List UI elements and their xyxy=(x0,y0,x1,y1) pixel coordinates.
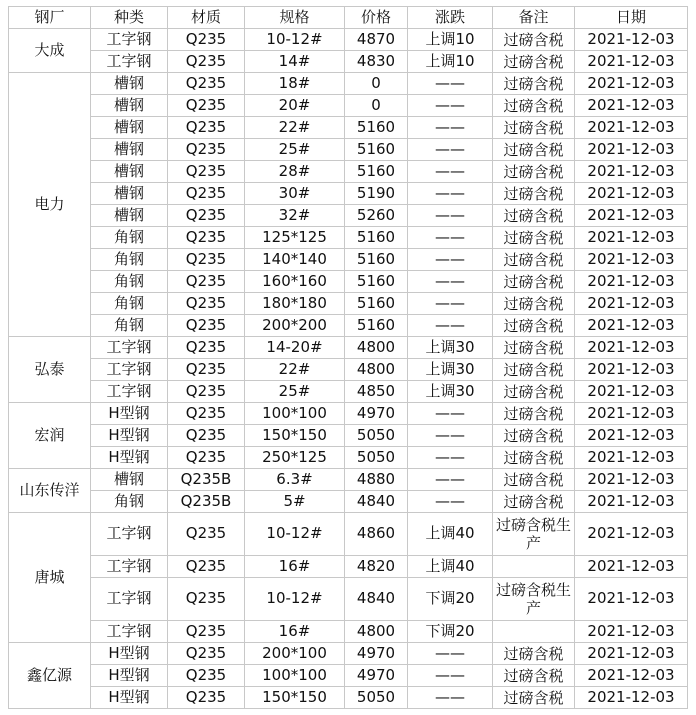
remark-cell: 过磅含税 xyxy=(493,95,575,117)
type-cell: H型钢 xyxy=(91,403,168,425)
material-cell: Q235 xyxy=(168,161,245,183)
table-row xyxy=(9,469,688,491)
remark-cell: 过磅含税 xyxy=(493,249,575,271)
spec-cell: 250*125 xyxy=(245,447,345,469)
date-cell: 2021-12-03 xyxy=(575,205,688,227)
price-cell: 4850 xyxy=(345,381,408,403)
change-cell: —— xyxy=(408,183,493,205)
date-cell: 2021-12-03 xyxy=(575,621,688,643)
spec-cell: 25# xyxy=(245,381,345,403)
date-cell: 2021-12-03 xyxy=(575,51,688,73)
type-cell: 槽钢 xyxy=(91,161,168,183)
spec-cell: 22# xyxy=(245,117,345,139)
spec-cell: 10-12# xyxy=(245,29,345,51)
change-cell: —— xyxy=(408,403,493,425)
type-cell: 槽钢 xyxy=(91,183,168,205)
table-row xyxy=(9,665,688,687)
remark-cell: 过磅含税 xyxy=(493,447,575,469)
material-cell: Q235 xyxy=(168,249,245,271)
date-cell: 2021-12-03 xyxy=(575,227,688,249)
remark-cell: 过磅含税 xyxy=(493,227,575,249)
spec-cell: 25# xyxy=(245,139,345,161)
material-cell: Q235 xyxy=(168,381,245,403)
header-cell: 备注 xyxy=(493,7,575,29)
remark-cell: 过磅含税 xyxy=(493,337,575,359)
type-cell: H型钢 xyxy=(91,447,168,469)
date-cell: 2021-12-03 xyxy=(575,643,688,665)
price-cell: 5160 xyxy=(345,161,408,183)
header-cell: 日期 xyxy=(575,7,688,29)
remark-cell xyxy=(493,556,575,578)
table-row xyxy=(9,95,688,117)
table-row xyxy=(9,447,688,469)
type-cell: 工字钢 xyxy=(91,337,168,359)
date-cell: 2021-12-03 xyxy=(575,425,688,447)
type-cell: 槽钢 xyxy=(91,73,168,95)
date-cell: 2021-12-03 xyxy=(575,403,688,425)
date-cell: 2021-12-03 xyxy=(575,161,688,183)
price-cell: 4970 xyxy=(345,665,408,687)
type-cell: 槽钢 xyxy=(91,117,168,139)
price-cell: 5160 xyxy=(345,249,408,271)
spec-cell: 14# xyxy=(245,51,345,73)
date-cell: 2021-12-03 xyxy=(575,469,688,491)
price-cell: 4800 xyxy=(345,337,408,359)
spec-cell: 200*200 xyxy=(245,315,345,337)
date-cell: 2021-12-03 xyxy=(575,359,688,381)
remark-cell: 过磅含税 xyxy=(493,51,575,73)
remark-cell: 过磅含税 xyxy=(493,665,575,687)
change-cell: 上调10 xyxy=(408,29,493,51)
header-cell: 钢厂 xyxy=(9,7,91,29)
mill-cell: 大成 xyxy=(9,29,91,73)
date-cell: 2021-12-03 xyxy=(575,556,688,578)
table-row xyxy=(9,337,688,359)
table-row xyxy=(9,183,688,205)
remark-cell: 过磅含税 xyxy=(493,271,575,293)
material-cell: Q235 xyxy=(168,359,245,381)
change-cell: 上调30 xyxy=(408,381,493,403)
material-cell: Q235B xyxy=(168,491,245,513)
change-cell: —— xyxy=(408,469,493,491)
price-cell: 4880 xyxy=(345,469,408,491)
date-cell: 2021-12-03 xyxy=(575,447,688,469)
price-cell: 4800 xyxy=(345,359,408,381)
remark-cell: 过磅含税 xyxy=(493,117,575,139)
header-cell: 种类 xyxy=(91,7,168,29)
price-cell: 4970 xyxy=(345,643,408,665)
spec-cell: 5# xyxy=(245,491,345,513)
date-cell: 2021-12-03 xyxy=(575,271,688,293)
date-cell: 2021-12-03 xyxy=(575,513,688,556)
table-row xyxy=(9,513,688,556)
date-cell: 2021-12-03 xyxy=(575,337,688,359)
material-cell: Q235 xyxy=(168,513,245,556)
spec-cell: 100*100 xyxy=(245,665,345,687)
date-cell: 2021-12-03 xyxy=(575,687,688,709)
price-cell: 5160 xyxy=(345,271,408,293)
spec-cell: 22# xyxy=(245,359,345,381)
date-cell: 2021-12-03 xyxy=(575,117,688,139)
type-cell: 角钢 xyxy=(91,315,168,337)
price-cell: 5050 xyxy=(345,687,408,709)
change-cell: —— xyxy=(408,425,493,447)
steel-price-table xyxy=(8,6,688,709)
price-cell: 4820 xyxy=(345,556,408,578)
price-cell: 4870 xyxy=(345,29,408,51)
header-cell: 涨跌 xyxy=(408,7,493,29)
change-cell: 下调20 xyxy=(408,621,493,643)
remark-cell: 过磅含税 xyxy=(493,73,575,95)
price-cell: 4840 xyxy=(345,578,408,621)
header-cell: 规格 xyxy=(245,7,345,29)
type-cell: 角钢 xyxy=(91,491,168,513)
remark-cell: 过磅含税 xyxy=(493,29,575,51)
change-cell: —— xyxy=(408,271,493,293)
type-cell: 工字钢 xyxy=(91,359,168,381)
price-cell: 5160 xyxy=(345,293,408,315)
material-cell: Q235 xyxy=(168,403,245,425)
date-cell: 2021-12-03 xyxy=(575,293,688,315)
type-cell: H型钢 xyxy=(91,687,168,709)
change-cell: —— xyxy=(408,227,493,249)
change-cell: —— xyxy=(408,73,493,95)
material-cell: Q235 xyxy=(168,117,245,139)
spec-cell: 16# xyxy=(245,556,345,578)
type-cell: H型钢 xyxy=(91,425,168,447)
material-cell: Q235 xyxy=(168,95,245,117)
table-row xyxy=(9,249,688,271)
spec-cell: 30# xyxy=(245,183,345,205)
table-row xyxy=(9,205,688,227)
type-cell: H型钢 xyxy=(91,643,168,665)
material-cell: Q235 xyxy=(168,139,245,161)
table-row xyxy=(9,359,688,381)
spec-cell: 100*100 xyxy=(245,403,345,425)
type-cell: 角钢 xyxy=(91,249,168,271)
type-cell: 槽钢 xyxy=(91,139,168,161)
date-cell: 2021-12-03 xyxy=(575,315,688,337)
type-cell: 工字钢 xyxy=(91,578,168,621)
spec-cell: 6.3# xyxy=(245,469,345,491)
change-cell: 上调30 xyxy=(408,359,493,381)
remark-cell: 过磅含税 xyxy=(493,161,575,183)
change-cell: —— xyxy=(408,205,493,227)
change-cell: —— xyxy=(408,491,493,513)
remark-cell: 过磅含税生产 xyxy=(493,578,575,621)
date-cell: 2021-12-03 xyxy=(575,183,688,205)
remark-cell: 过磅含税 xyxy=(493,381,575,403)
material-cell: Q235 xyxy=(168,556,245,578)
table-row xyxy=(9,381,688,403)
change-cell: —— xyxy=(408,139,493,161)
material-cell: Q235 xyxy=(168,205,245,227)
date-cell: 2021-12-03 xyxy=(575,578,688,621)
mill-cell: 鑫亿源 xyxy=(9,643,91,709)
table-row xyxy=(9,643,688,665)
price-cell: 0 xyxy=(345,95,408,117)
change-cell: —— xyxy=(408,665,493,687)
date-cell: 2021-12-03 xyxy=(575,139,688,161)
price-cell: 5260 xyxy=(345,205,408,227)
table-row xyxy=(9,491,688,513)
price-cell: 4800 xyxy=(345,621,408,643)
remark-cell: 过磅含税 xyxy=(493,315,575,337)
spec-cell: 150*150 xyxy=(245,687,345,709)
change-cell: —— xyxy=(408,315,493,337)
material-cell: Q235B xyxy=(168,469,245,491)
date-cell: 2021-12-03 xyxy=(575,29,688,51)
type-cell: H型钢 xyxy=(91,665,168,687)
material-cell: Q235 xyxy=(168,315,245,337)
table-row xyxy=(9,403,688,425)
spec-cell: 28# xyxy=(245,161,345,183)
change-cell: 上调30 xyxy=(408,337,493,359)
remark-cell: 过磅含税 xyxy=(493,359,575,381)
spec-cell: 180*180 xyxy=(245,293,345,315)
table-row xyxy=(9,227,688,249)
table-row xyxy=(9,117,688,139)
price-cell: 5190 xyxy=(345,183,408,205)
material-cell: Q235 xyxy=(168,578,245,621)
table-row xyxy=(9,271,688,293)
material-cell: Q235 xyxy=(168,227,245,249)
spec-cell: 10-12# xyxy=(245,578,345,621)
date-cell: 2021-12-03 xyxy=(575,73,688,95)
table-row xyxy=(9,73,688,95)
type-cell: 工字钢 xyxy=(91,51,168,73)
table-row xyxy=(9,293,688,315)
table-row xyxy=(9,29,688,51)
remark-cell xyxy=(493,621,575,643)
remark-cell: 过磅含税 xyxy=(493,293,575,315)
date-cell: 2021-12-03 xyxy=(575,665,688,687)
material-cell: Q235 xyxy=(168,183,245,205)
type-cell: 工字钢 xyxy=(91,513,168,556)
material-cell: Q235 xyxy=(168,73,245,95)
mill-cell: 电力 xyxy=(9,73,91,337)
spec-cell: 160*160 xyxy=(245,271,345,293)
material-cell: Q235 xyxy=(168,271,245,293)
spec-cell: 125*125 xyxy=(245,227,345,249)
material-cell: Q235 xyxy=(168,337,245,359)
remark-cell: 过磅含税 xyxy=(493,643,575,665)
type-cell: 角钢 xyxy=(91,271,168,293)
date-cell: 2021-12-03 xyxy=(575,95,688,117)
change-cell: —— xyxy=(408,447,493,469)
spec-cell: 200*100 xyxy=(245,643,345,665)
type-cell: 角钢 xyxy=(91,293,168,315)
change-cell: 下调20 xyxy=(408,578,493,621)
material-cell: Q235 xyxy=(168,447,245,469)
price-cell: 5160 xyxy=(345,117,408,139)
table-row xyxy=(9,556,688,578)
material-cell: Q235 xyxy=(168,665,245,687)
type-cell: 槽钢 xyxy=(91,469,168,491)
remark-cell: 过磅含税 xyxy=(493,403,575,425)
change-cell: 上调40 xyxy=(408,556,493,578)
spec-cell: 10-12# xyxy=(245,513,345,556)
mill-cell: 山东传洋 xyxy=(9,469,91,513)
change-cell: 上调40 xyxy=(408,513,493,556)
price-cell: 4840 xyxy=(345,491,408,513)
remark-cell: 过磅含税 xyxy=(493,469,575,491)
change-cell: —— xyxy=(408,293,493,315)
table-row xyxy=(9,315,688,337)
price-cell: 4970 xyxy=(345,403,408,425)
change-cell: —— xyxy=(408,161,493,183)
material-cell: Q235 xyxy=(168,643,245,665)
spec-cell: 20# xyxy=(245,95,345,117)
date-cell: 2021-12-03 xyxy=(575,491,688,513)
price-cell: 5050 xyxy=(345,425,408,447)
price-cell: 4830 xyxy=(345,51,408,73)
table-row xyxy=(9,161,688,183)
price-cell: 5160 xyxy=(345,227,408,249)
spec-cell: 140*140 xyxy=(245,249,345,271)
mill-cell: 宏润 xyxy=(9,403,91,469)
header-cell: 材质 xyxy=(168,7,245,29)
change-cell: —— xyxy=(408,687,493,709)
spec-cell: 16# xyxy=(245,621,345,643)
material-cell: Q235 xyxy=(168,621,245,643)
remark-cell: 过磅含税 xyxy=(493,183,575,205)
header-cell: 价格 xyxy=(345,7,408,29)
change-cell: 上调10 xyxy=(408,51,493,73)
table-row xyxy=(9,578,688,621)
date-cell: 2021-12-03 xyxy=(575,381,688,403)
type-cell: 槽钢 xyxy=(91,205,168,227)
date-cell: 2021-12-03 xyxy=(575,249,688,271)
price-cell: 0 xyxy=(345,73,408,95)
change-cell: —— xyxy=(408,643,493,665)
type-cell: 工字钢 xyxy=(91,556,168,578)
table-row xyxy=(9,139,688,161)
change-cell: —— xyxy=(408,117,493,139)
type-cell: 工字钢 xyxy=(91,621,168,643)
table-row xyxy=(9,51,688,73)
price-cell: 5160 xyxy=(345,315,408,337)
spec-cell: 150*150 xyxy=(245,425,345,447)
remark-cell: 过磅含税 xyxy=(493,687,575,709)
type-cell: 工字钢 xyxy=(91,381,168,403)
remark-cell: 过磅含税 xyxy=(493,425,575,447)
spec-cell: 32# xyxy=(245,205,345,227)
header-row xyxy=(9,7,688,29)
material-cell: Q235 xyxy=(168,293,245,315)
mill-cell: 弘泰 xyxy=(9,337,91,403)
material-cell: Q235 xyxy=(168,29,245,51)
spec-cell: 14-20# xyxy=(245,337,345,359)
remark-cell: 过磅含税 xyxy=(493,205,575,227)
table-row xyxy=(9,621,688,643)
remark-cell: 过磅含税生产 xyxy=(493,513,575,556)
mill-cell: 唐城 xyxy=(9,513,91,643)
price-cell: 4860 xyxy=(345,513,408,556)
table-body xyxy=(9,29,688,709)
material-cell: Q235 xyxy=(168,687,245,709)
material-cell: Q235 xyxy=(168,51,245,73)
change-cell: —— xyxy=(408,95,493,117)
price-cell: 5050 xyxy=(345,447,408,469)
type-cell: 角钢 xyxy=(91,227,168,249)
table-row xyxy=(9,687,688,709)
remark-cell: 过磅含税 xyxy=(493,139,575,161)
price-cell: 5160 xyxy=(345,139,408,161)
table-row xyxy=(9,425,688,447)
remark-cell: 过磅含税 xyxy=(493,491,575,513)
spec-cell: 18# xyxy=(245,73,345,95)
material-cell: Q235 xyxy=(168,425,245,447)
change-cell: —— xyxy=(408,249,493,271)
type-cell: 槽钢 xyxy=(91,95,168,117)
type-cell: 工字钢 xyxy=(91,29,168,51)
